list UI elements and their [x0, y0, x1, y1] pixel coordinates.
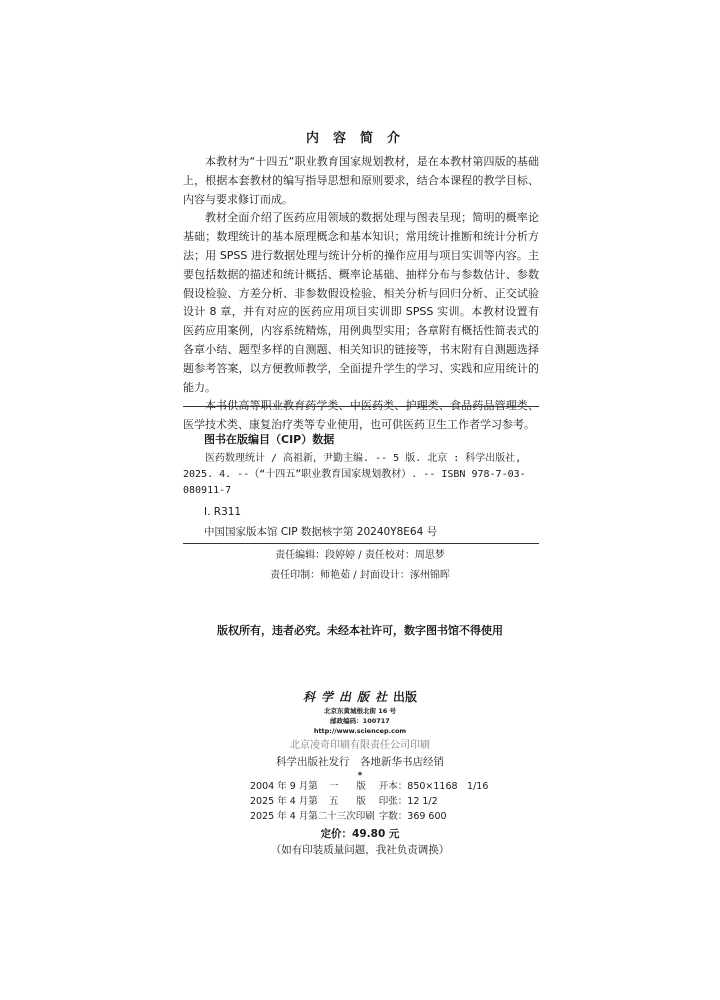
cip-line: 2025. 4. --（“十四五”职业教育国家规划教材）. -- ISBN 978-7-03-: [183, 469, 526, 480]
cip-number: 中国国家版本馆 CIP 数据核字第 20240Y8E64 号: [204, 526, 438, 538]
edition-info: 开本：850×1168 1/16: [378, 781, 489, 792]
publisher-website: http://www.sciencep.com: [313, 727, 407, 735]
intro-paragraph: 教材全面介绍了医药应用领域的数据处理与图表呈现；简明的概率论基础；数理统计的基本原理概念和基本知识；常用统计推断和统计分析方法；用 SPSS 进行数据处理与统计分析的操作应用与项目实训等内容。主要包括数据的描述和统计概括、概率论基础、抽样分布与参数估计、参数假设检验、方差分析、非参数假设检验、相关分析与回归分析、正交试验设计 8 章，并有对应的医药应用项目实训即 SPSS 实训。本教材设置有医药应用案例，内容系统精炼，用例典型实用；各章附有概括性简表式的各章小结、题型多样的自测题、相关知识的链接等，书末附有自测题选择题参考答案，以方便教师教学，全面提升学生的学习、实践和应用统计的能力。: [183, 211, 539, 394]
publisher-logo-text: 科学出版社: [302, 690, 393, 704]
edition-number: 一: [329, 781, 339, 792]
distribution-line: 科学出版社发行 各地新华书店经销: [276, 756, 444, 768]
copyright-notice: 版权所有，违者必究。未经本社许可，数字图书馆不得使用: [217, 624, 503, 637]
publisher-postcode: 邮政编码：100717: [330, 717, 390, 725]
publisher-block: [0, 688, 720, 782]
divider: [183, 543, 539, 544]
intro-text: [183, 153, 539, 435]
edition-kind: 版: [356, 796, 366, 807]
intro-paragraph: 本教材为“十四五”职业教育国家规划教材，是在本教材第四版的基础上，根据本套教材的编写指导思想和原则要求，结合本课程的教学目标、内容与要求修订而成。: [183, 155, 539, 206]
publisher-address: 北京东黄城根北街 16 号: [323, 707, 397, 715]
divider: [183, 406, 539, 407]
intro-title: 内容简介: [305, 131, 414, 146]
editor-line: 责任印制：师艳茹 / 封面设计：涿州锦晖: [270, 570, 450, 581]
quality-note: （如有印装质量问题，我社负责调换）: [270, 844, 450, 856]
edition-row: [250, 779, 488, 794]
edition-table: [250, 779, 489, 824]
cip-classification: Ⅰ. R311: [204, 506, 242, 518]
cip-heading: 图书在版编目（CIP）数据: [204, 433, 335, 446]
cip-line: 医药数理统计 / 高祖新，尹勤主编. -- 5 版. 北京 : 科学出版社,: [205, 453, 522, 464]
edition-number: 五: [329, 796, 339, 807]
publisher-suffix: 出版: [393, 690, 418, 704]
publisher-name: [0, 688, 720, 706]
editor-line: 责任编辑：段婷婷 / 责任校对：周思梦: [275, 550, 445, 561]
edition-row: [250, 809, 488, 824]
printer-line: 北京凌奇印刷有限责任公司印刷: [290, 740, 430, 751]
edition-kind: 版: [356, 781, 366, 792]
editor-credits: [0, 546, 720, 586]
cip-line: 080911-7: [183, 485, 232, 496]
intro-paragraph: 本书供高等职业教育药学类、中医药类、护理类、食品药品管理类、医学技术类、康复治疗类等专业使用，也可供医药卫生工作者学习参考。: [183, 399, 539, 432]
edition-date: 2025 年 4 月第: [250, 796, 318, 807]
edition-date: 2025 年 4 月第二十三次印刷: [250, 811, 375, 822]
price: 定价：49.80 元: [320, 828, 400, 840]
edition-info: 印张：12 1/2: [378, 796, 438, 807]
edition-row: [250, 794, 488, 809]
cip-record: [183, 451, 539, 499]
edition-date: 2004 年 9 月第: [250, 781, 318, 792]
edition-info: 字数：369 600: [378, 811, 447, 822]
separator-star: *: [357, 771, 363, 781]
